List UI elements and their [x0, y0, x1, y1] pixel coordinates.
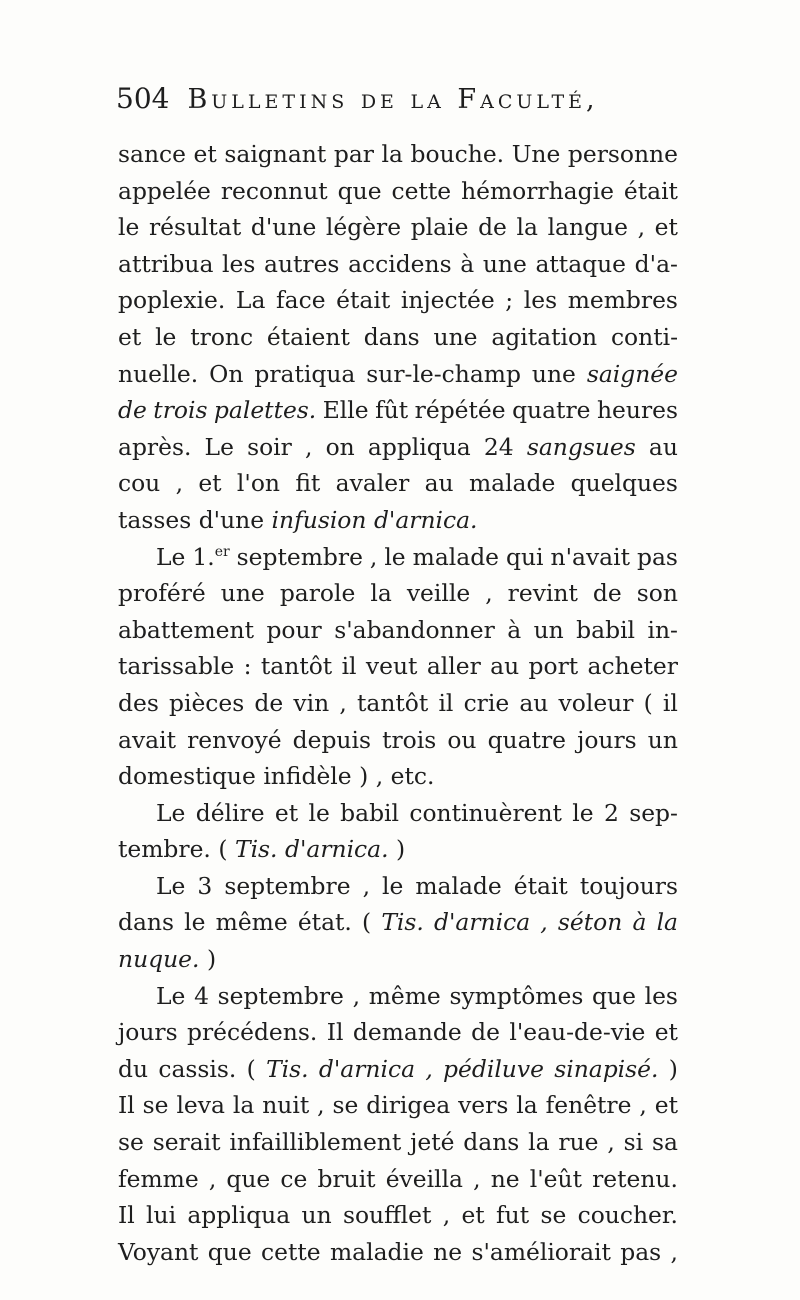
word: in- [647, 615, 678, 644]
word: de [478, 213, 507, 242]
word: septembre [217, 981, 344, 1010]
word: ne [490, 1164, 520, 1193]
word: Tis. [381, 908, 424, 937]
word: proféré [118, 579, 206, 608]
word: quatre [512, 396, 591, 425]
word: Tis. [234, 835, 278, 864]
word: poplexie. [118, 286, 226, 315]
word: toujours [579, 871, 678, 900]
word: la [516, 1091, 538, 1120]
word: le [572, 798, 594, 827]
word: que [207, 1237, 252, 1266]
word: sangsues [526, 432, 636, 461]
text-line [118, 1197, 678, 1234]
text-line [118, 539, 678, 576]
word: les [523, 286, 558, 315]
text-line [118, 1051, 678, 1088]
word: était [513, 871, 568, 900]
word: cou [118, 469, 161, 498]
text-line [118, 722, 678, 759]
word: précédens. [187, 1018, 318, 1047]
word: , [208, 1164, 217, 1193]
word: serait [152, 1128, 221, 1157]
word: tembre. [118, 835, 211, 864]
word: jours [577, 725, 637, 754]
word: appliqua [367, 432, 471, 461]
word: des [118, 688, 159, 717]
word: ) [206, 945, 217, 974]
word: fut [496, 1201, 530, 1230]
word: , [607, 1128, 615, 1157]
word: ( [246, 1054, 256, 1083]
word: babil [576, 615, 636, 644]
word: aller [426, 652, 481, 681]
word: les [644, 981, 678, 1010]
word: babil [340, 798, 400, 827]
word: l'on [236, 469, 280, 498]
word: infusion [271, 505, 367, 534]
word: il [438, 688, 454, 717]
word: dans [363, 322, 420, 351]
word: la [528, 1128, 550, 1157]
word: , [670, 1237, 678, 1266]
word: l'eût [529, 1164, 582, 1193]
word: , [375, 762, 384, 791]
word: leva [176, 1091, 225, 1120]
word: Le [156, 798, 186, 827]
word: Tis. [266, 1054, 309, 1083]
word: fenêtre [545, 1091, 632, 1120]
word: ou [447, 725, 477, 754]
word: , [317, 1091, 325, 1120]
word: son [636, 579, 678, 608]
word: , [175, 469, 184, 498]
word: domestique [118, 762, 256, 791]
word: jeté [410, 1128, 455, 1157]
text-line [118, 356, 678, 393]
word: de [592, 579, 622, 608]
word: vers [458, 1091, 509, 1120]
word: d'a- [634, 249, 678, 278]
word: à [460, 249, 475, 278]
word: cassis. [158, 1054, 237, 1083]
word: la [516, 213, 538, 242]
word: port [528, 652, 579, 681]
word: une [531, 359, 576, 388]
text-line [118, 648, 678, 685]
word: conti- [610, 322, 678, 351]
word: avait [118, 725, 176, 754]
word: une [433, 322, 478, 351]
word: le [155, 322, 177, 351]
text-line [118, 246, 678, 283]
word: tasses [118, 505, 192, 534]
text-line [118, 1087, 678, 1124]
word: pas [636, 542, 678, 571]
word: renvoyé [187, 725, 282, 754]
word: , [485, 579, 493, 608]
word: tarissable [118, 652, 235, 681]
word: du [118, 1054, 149, 1083]
word: face [276, 286, 326, 315]
word: cette [391, 176, 452, 205]
word: continuèrent [409, 798, 562, 827]
word: la [656, 908, 678, 937]
word: au [424, 469, 454, 498]
word: maladie [329, 1237, 424, 1266]
word: , [305, 432, 313, 461]
word: malade [468, 469, 556, 498]
word: appelée [118, 176, 211, 205]
word: attribua [118, 249, 214, 278]
text-line [118, 831, 678, 868]
word: soir [247, 432, 292, 461]
word: et [193, 140, 217, 168]
word: bruit [317, 1164, 376, 1193]
word: dirigea [366, 1091, 451, 1120]
word: il [662, 688, 678, 717]
word: appliqua [187, 1201, 291, 1230]
word: veut [365, 652, 418, 681]
word: lui [146, 1201, 177, 1230]
word: tantôt [356, 688, 429, 717]
word: s'abandonner [334, 615, 495, 644]
word: attaque [535, 249, 627, 278]
word: le [384, 542, 406, 571]
word: Voyant [118, 1237, 199, 1266]
word: Elle [322, 396, 369, 425]
word: et [461, 1201, 485, 1230]
word: était [623, 176, 678, 205]
word: septembre [224, 871, 351, 900]
word: nuelle. [118, 359, 199, 388]
word: à [632, 908, 647, 937]
word: , [442, 1201, 451, 1230]
word: bouche. [410, 140, 505, 168]
word: trois [382, 725, 437, 754]
word: après. [118, 432, 192, 461]
word: Il [118, 1201, 135, 1230]
word: pas [620, 1237, 662, 1266]
text-line [118, 758, 678, 795]
word: femme [118, 1164, 199, 1193]
word: sa [651, 1128, 678, 1157]
text-line [118, 392, 678, 429]
word: un [533, 615, 564, 644]
word: pratiqua [254, 359, 356, 388]
word: état. [297, 908, 352, 937]
word: tronc [190, 322, 254, 351]
word: d'arnica [318, 1054, 416, 1083]
word: 4 [194, 981, 209, 1010]
word: d'une [198, 505, 265, 534]
word: Il [326, 1018, 344, 1047]
word: Le [156, 981, 186, 1010]
word: et [198, 469, 222, 498]
word: délire [195, 798, 265, 827]
word: ; [505, 286, 514, 315]
word: pièces [169, 688, 245, 717]
text-line [118, 904, 678, 941]
word: avaler [335, 469, 410, 498]
word: accidens [348, 249, 452, 278]
text-line [118, 868, 678, 905]
word: d'arnica. [284, 835, 389, 864]
text-line [118, 1124, 678, 1161]
word: palettes. [213, 396, 317, 425]
word: au [648, 432, 678, 461]
word: et [274, 798, 299, 827]
word: sur-le-champ [366, 359, 521, 388]
text-line [118, 941, 678, 978]
word: , [425, 1054, 433, 1083]
word: éveilla [385, 1164, 464, 1193]
word: Une [511, 140, 561, 168]
word: heures [596, 396, 678, 425]
word: un [301, 1201, 332, 1230]
word: La [235, 286, 266, 315]
word: veille [406, 579, 471, 608]
word: dans [118, 908, 174, 937]
page-header [116, 82, 676, 126]
word: une [220, 579, 265, 608]
word: sinapisé. [554, 1054, 659, 1083]
word: pour [266, 615, 322, 644]
text-line [118, 502, 678, 539]
word: nuque. [118, 945, 200, 974]
word: parole [279, 579, 356, 608]
word: que [226, 1164, 271, 1193]
text-line [118, 1234, 678, 1271]
word: revint [507, 579, 578, 608]
text-line [118, 136, 678, 173]
word: hémorrhagie [461, 176, 614, 205]
word: le [382, 871, 404, 900]
word: étaient [266, 322, 350, 351]
word: et [654, 1018, 678, 1047]
word: la [370, 579, 392, 608]
word: au [519, 688, 549, 717]
word: Le [156, 871, 186, 900]
text-line [118, 282, 678, 319]
word: s'améliorait [471, 1237, 611, 1266]
word: 3 [197, 871, 213, 900]
word: le [118, 213, 140, 242]
text-line [118, 685, 678, 722]
word: trois [153, 396, 208, 425]
word: fit [295, 469, 321, 498]
word: quelques [570, 469, 678, 498]
word: depuis [292, 725, 371, 754]
word: l'eau-de-vie [509, 1018, 646, 1047]
word: ne [433, 1237, 463, 1266]
text-line [118, 612, 678, 649]
text-line [118, 1161, 678, 1198]
word: par [333, 140, 374, 168]
word: séton [557, 908, 623, 937]
word: , [637, 213, 646, 242]
word: il [341, 652, 357, 681]
word: répétée [414, 396, 506, 425]
word: infidèle [263, 762, 352, 791]
word: et [118, 322, 142, 351]
word: que [592, 981, 636, 1010]
word: etc. [390, 762, 435, 791]
word: ce [280, 1164, 308, 1193]
text-line [118, 575, 678, 612]
word: , [473, 1164, 481, 1193]
word: malade [412, 542, 500, 571]
word: reconnut [220, 176, 328, 205]
word: un [647, 725, 678, 754]
word: cette [261, 1237, 321, 1266]
word: malade [415, 871, 502, 900]
word: légère [325, 213, 402, 242]
word: symptômes [449, 981, 584, 1010]
word: le [308, 798, 330, 827]
word: Le [204, 432, 234, 461]
word: saignée [586, 359, 678, 388]
word: dans [463, 1128, 520, 1157]
word: demande [352, 1018, 462, 1047]
word: on [325, 432, 355, 461]
word: voleur [558, 688, 634, 717]
word: si [623, 1128, 644, 1157]
text-line [118, 429, 678, 466]
word: rue [558, 1128, 599, 1157]
word: nuit [262, 1091, 310, 1120]
word: Il [118, 1091, 135, 1120]
word: d'une [250, 213, 317, 242]
word: acheter [587, 652, 678, 681]
word: autres [264, 249, 340, 278]
word: au [490, 652, 520, 681]
word: les [222, 249, 256, 278]
text-line [118, 319, 678, 356]
word: ) [396, 835, 406, 864]
word: 24 [483, 432, 514, 461]
word: pédiluve [443, 1054, 544, 1083]
word: le [184, 908, 206, 937]
word: la [232, 1091, 255, 1120]
text-line [118, 978, 678, 1015]
text-line [118, 173, 678, 210]
word: se [540, 1201, 567, 1230]
word: septembre [236, 542, 363, 571]
word: à [507, 615, 522, 644]
word: ( [643, 688, 653, 717]
word: même [368, 981, 441, 1010]
word: crie [463, 688, 510, 717]
word: ( [218, 835, 228, 864]
text-line [118, 795, 678, 832]
word: , [339, 688, 347, 717]
word: sep- [629, 798, 678, 827]
word: plaie [410, 213, 469, 242]
word: qui [506, 542, 544, 571]
word: , [540, 908, 548, 937]
word: 2 [603, 798, 619, 827]
word: vin [293, 688, 330, 717]
word: de [471, 1018, 500, 1047]
page-number: 504 [116, 82, 170, 115]
word: injectée [400, 286, 495, 315]
word: , [362, 871, 371, 900]
body-text [118, 136, 678, 1270]
word: On [209, 359, 244, 388]
word: résultat [148, 213, 242, 242]
word: une [482, 249, 527, 278]
word: quatre [487, 725, 566, 754]
text-line [118, 1014, 678, 1051]
word: fût [375, 396, 409, 425]
word: langue [547, 213, 628, 242]
word: se [332, 1091, 359, 1120]
text-line [118, 465, 678, 502]
word: même [215, 908, 288, 937]
running-head: Bulletins de la Faculté, [187, 84, 599, 115]
word: abattement [118, 615, 254, 644]
word: saignant [224, 140, 327, 168]
word: et [654, 213, 678, 242]
word: sance [118, 140, 186, 168]
word: membres [567, 286, 678, 315]
word: d'arnica. [373, 505, 478, 534]
word: n'avait [550, 542, 630, 571]
word: était [336, 286, 391, 315]
word: 1.$^{er}$ [192, 542, 230, 571]
word: , [369, 542, 378, 571]
word: se [118, 1128, 144, 1157]
word: agitation [491, 322, 598, 351]
word: , [639, 1091, 647, 1120]
word: de [118, 396, 147, 425]
word: et [654, 1091, 678, 1120]
text-line [118, 209, 678, 246]
word: de [254, 688, 284, 717]
word: coucher. [577, 1201, 678, 1230]
word: ( [362, 908, 372, 937]
word: que [337, 176, 382, 205]
word: ) [359, 762, 369, 791]
word: , [352, 981, 361, 1010]
word: ) [668, 1054, 678, 1083]
word: soufflet [342, 1201, 432, 1230]
word: personne [567, 140, 678, 168]
word: : [243, 652, 252, 681]
word: retenu. [592, 1164, 678, 1193]
word: Le [156, 542, 186, 571]
word: la [381, 140, 403, 168]
word: tantôt [260, 652, 333, 681]
word: jours [118, 1018, 178, 1047]
word: se [142, 1091, 169, 1120]
word: d'arnica [434, 908, 531, 937]
word: infailliblement [229, 1128, 402, 1157]
